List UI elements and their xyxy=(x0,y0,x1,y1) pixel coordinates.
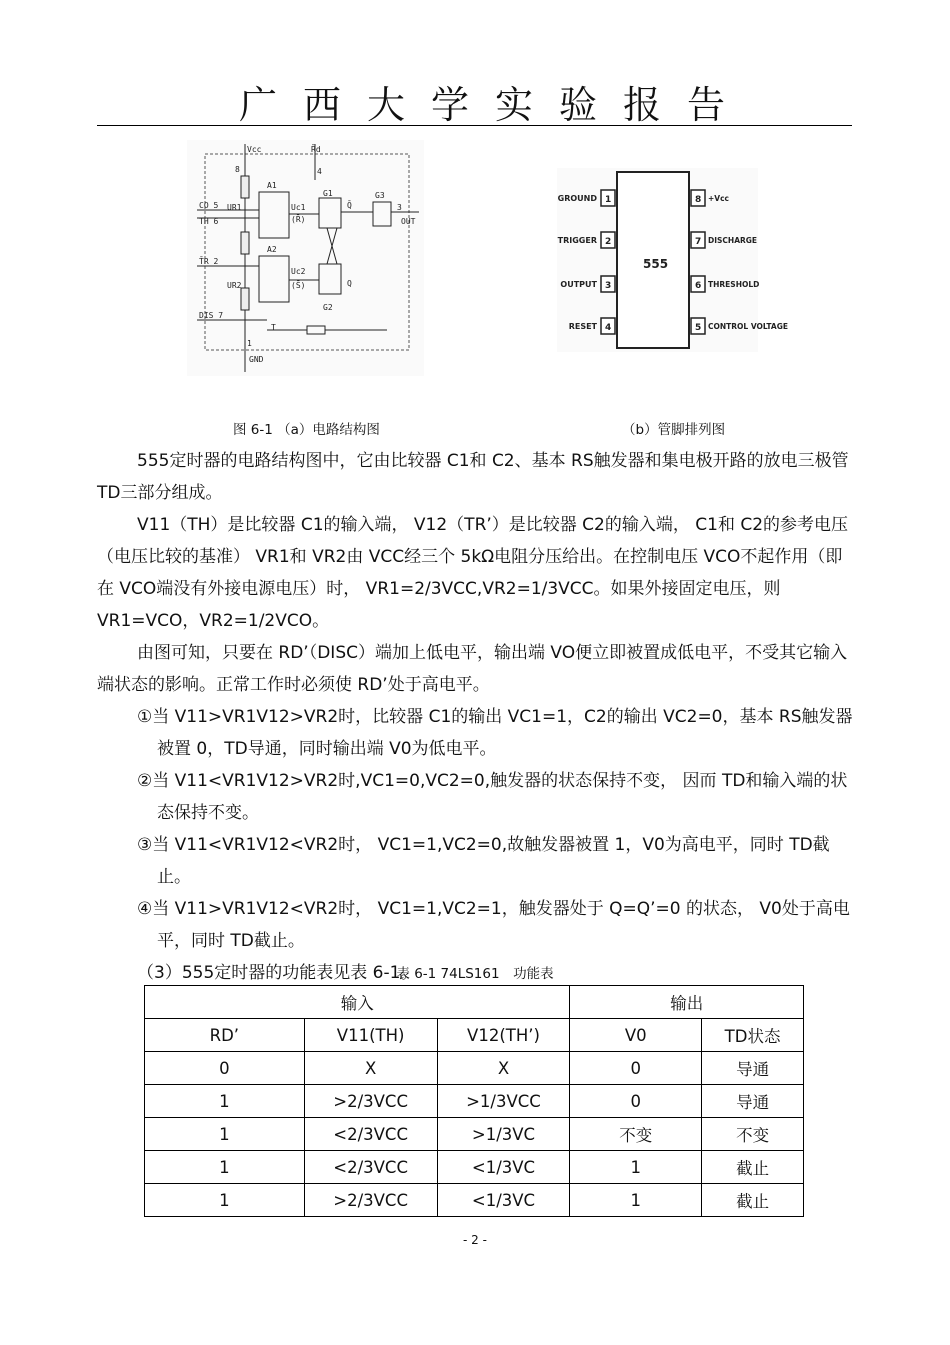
svg-text:Vcc: Vcc xyxy=(247,145,262,154)
table-cell: 不变 xyxy=(702,1118,804,1151)
pin-number: 6 xyxy=(695,281,702,291)
svg-text:R̄d: R̄d xyxy=(311,145,321,154)
svg-text:G1: G1 xyxy=(323,189,333,198)
pin-number: 3 xyxy=(605,281,612,291)
table-cell: 1 xyxy=(145,1085,305,1118)
svg-text:G2: G2 xyxy=(323,303,333,312)
list-item: ③当 V11<VR1V12<VR2时， VC1=1,VC2=0,故触发器被置 1，V0为高电平，同时 TD截止。 xyxy=(137,835,830,887)
column-header: V12(TH’) xyxy=(437,1019,570,1052)
table-cell: >1/3VC xyxy=(437,1118,570,1151)
table-cell: 截止 xyxy=(702,1184,804,1217)
group-header-output: 输出 xyxy=(570,986,804,1019)
pin-label: GROUND xyxy=(557,194,597,203)
svg-text:Q: Q xyxy=(347,279,352,288)
table-caption: 表 6-1 74LS161 功能表 xyxy=(396,966,554,982)
column-header: RD’ xyxy=(145,1019,305,1052)
chip-name: 555 xyxy=(643,257,669,271)
svg-text:3: 3 xyxy=(397,203,402,212)
svg-text:DIS 7: DIS 7 xyxy=(199,311,224,320)
table-cell: >2/3VCC xyxy=(304,1085,437,1118)
svg-text:UR2: UR2 xyxy=(227,281,242,290)
table-cell: 导通 xyxy=(702,1052,804,1085)
svg-text:8: 8 xyxy=(235,165,240,174)
left-pins xyxy=(558,190,615,334)
svg-text:TH 6: TH 6 xyxy=(199,217,219,226)
table-cell: >2/3VCC xyxy=(304,1184,437,1217)
table-cell: 1 xyxy=(570,1184,702,1217)
pin-number: 8 xyxy=(695,195,702,205)
table-cell: 导通 xyxy=(702,1085,804,1118)
svg-text:4: 4 xyxy=(317,167,322,176)
list-item: ②当 V11<VR1V12>VR2时,VC1=0,VC2=0,触发器的状态保持不变， 因而 TD和输入端的状态保持不变。 xyxy=(137,771,848,823)
svg-text:Uc1: Uc1 xyxy=(291,203,306,212)
table-row xyxy=(145,1052,804,1085)
table-row xyxy=(145,1151,804,1184)
table-row xyxy=(145,1118,804,1151)
group-header-input: 输入 xyxy=(145,986,570,1019)
table-cell: X xyxy=(437,1052,570,1085)
svg-text:A2: A2 xyxy=(267,245,277,254)
caption-b: （b）管脚排列图 xyxy=(622,422,726,438)
paragraph-table-ref: （3）555定时器的功能表见表 6-1。 xyxy=(137,963,418,983)
svg-text:(R̄): (R̄) xyxy=(291,215,306,224)
table-cell: 0 xyxy=(570,1085,702,1118)
table-row xyxy=(145,1085,804,1118)
page-number: - 2 - xyxy=(463,1233,487,1247)
header-rule xyxy=(97,125,852,126)
pin-label: OUTPUT xyxy=(560,280,597,289)
pin-number: 7 xyxy=(695,237,702,247)
svg-text:1: 1 xyxy=(247,339,252,348)
table-cell: 1 xyxy=(145,1118,305,1151)
column-header: TD状态 xyxy=(702,1019,804,1052)
table-cell: <2/3VCC xyxy=(304,1151,437,1184)
pin-label: THRESHOLD xyxy=(708,280,760,289)
pin-label: CONTROL VOLTAGE xyxy=(708,322,789,331)
header-row xyxy=(145,1019,804,1052)
svg-text:Uc2: Uc2 xyxy=(291,267,306,276)
table-cell: <2/3VCC xyxy=(304,1118,437,1151)
list-item: ①当 V11>VR1V12>VR2时，比较器 C1的输出 VC1=1，C2的输出 VC2=0，基本 RS触发器被置 0，TD导通，同时输出端 V0为低电平。 xyxy=(137,707,853,759)
caption-a: 图 6-1 （a）电路结构图 xyxy=(233,422,380,438)
pin-number: 5 xyxy=(695,323,702,333)
svg-text:GND: GND xyxy=(249,355,264,364)
table-cell: 截止 xyxy=(702,1151,804,1184)
svg-text:Q̄: Q̄ xyxy=(347,201,352,210)
svg-text:G3: G3 xyxy=(375,191,385,200)
table-cell: 0 xyxy=(145,1052,305,1085)
table-row xyxy=(145,1184,804,1217)
pinout-diagram xyxy=(557,168,789,352)
circuit-diagram xyxy=(187,140,424,376)
right-pins xyxy=(691,190,788,334)
table-cell: <1/3VC xyxy=(437,1151,570,1184)
table-cell: >1/3VCC xyxy=(437,1085,570,1118)
svg-text:T: T xyxy=(271,323,276,332)
pin-label: +Vcc xyxy=(708,194,729,203)
svg-text:T̄R 2: T̄R 2 xyxy=(199,257,219,266)
paragraph-structure: 555定时器的电路结构图中，它由比较器 C1和 C2、基本 RS触发器和集电极开路的放电三极管 TD三部分组成。 xyxy=(97,451,849,503)
table-cell: <1/3VC xyxy=(437,1184,570,1217)
body-text xyxy=(97,445,857,989)
table-cell: 0 xyxy=(570,1052,702,1085)
function-table xyxy=(144,985,804,1217)
pin-number: 4 xyxy=(605,323,612,333)
column-header: V0 xyxy=(570,1019,702,1052)
svg-text:(S̄): (S̄) xyxy=(291,281,306,290)
table-cell: X xyxy=(304,1052,437,1085)
pin-number: 2 xyxy=(605,237,612,247)
report-title: 广西大学实验报告 xyxy=(238,83,751,127)
table-cell: 1 xyxy=(145,1184,305,1217)
pin-label: RESET xyxy=(568,322,597,331)
table-cell: 不变 xyxy=(570,1118,702,1151)
paragraph-reset: 由图可知，只要在 RD’（DISC）端加上低电平，输出端 VO便立即被置成低电平，不受其它输入端状态的影响。正常工作时必须使 RD’处于高电平。 xyxy=(97,643,848,695)
svg-text:OUT: OUT xyxy=(401,217,416,226)
svg-text:CO 5: CO 5 xyxy=(199,201,219,210)
pin-label: TRIGGER xyxy=(557,236,597,245)
pin-number: 1 xyxy=(605,195,612,205)
pin-label: DISCHARGE xyxy=(708,236,758,245)
table-cell: 1 xyxy=(570,1151,702,1184)
column-header: V11(TH) xyxy=(304,1019,437,1052)
svg-text:UR1: UR1 xyxy=(227,203,242,212)
svg-text:A1: A1 xyxy=(267,181,277,190)
table-cell: 1 xyxy=(145,1151,305,1184)
paragraph-inputs: V11（TH）是比较器 C1的输入端， V12（TR’）是比较器 C2的输入端， C1和 C2的参考电压（电压比较的基准） VR1和 VR2由 VCC经三个 5kΩ电阻分压给出。在控制电压 VCO不起作用（即在 VCO端没有外接电源电压）时， VR1=2/3VCC,VR2=1/3VCC。如果外接固定电压，则 VR1=VCO，VR2=1/2VCO。 xyxy=(97,515,849,631)
list-item: ④当 V11>VR1V12<VR2时， VC1=1,VC2=1，触发器处于 Q=Q’=0 的状态， V0处于高电平，同时 TD截止。 xyxy=(137,899,850,951)
